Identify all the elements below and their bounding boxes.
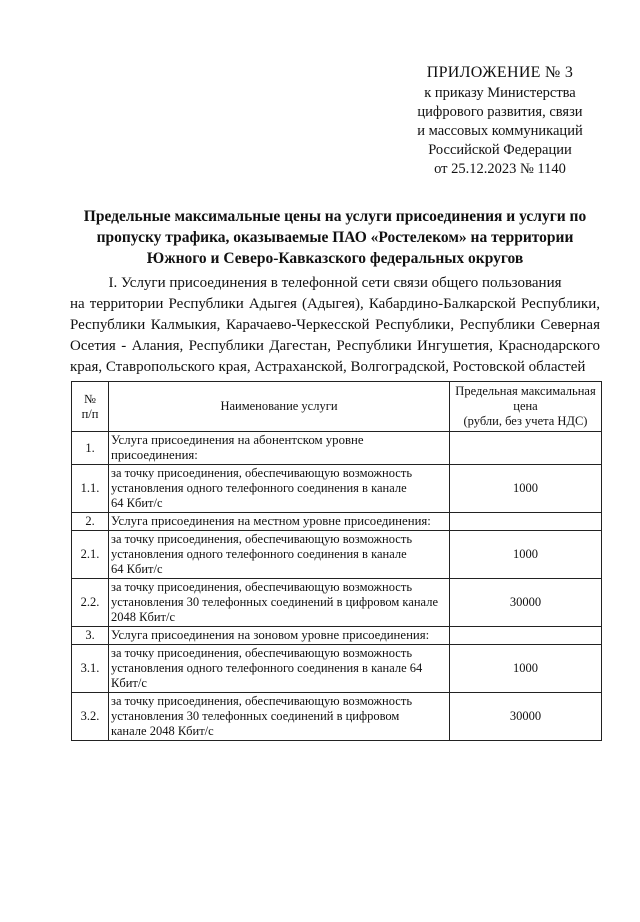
header-price-line: цена <box>513 399 538 413</box>
service-name <box>109 465 450 513</box>
appendix-line: Российской Федерации <box>428 142 572 158</box>
document-title <box>70 206 600 269</box>
service-name-line: за точку присоединения, обеспечивающую возможность <box>111 580 413 594</box>
row-price <box>450 627 602 645</box>
row-number: 2.1. <box>72 531 109 579</box>
title-line: Предельные максимальные цены на услуги присоединения и услуги по <box>83 208 587 225</box>
table-header-row <box>72 382 602 432</box>
table-row <box>72 432 602 465</box>
service-name <box>109 513 450 531</box>
service-name-line: установления одного телефонного соединения в канале 64 <box>111 661 423 675</box>
table-row <box>72 645 602 693</box>
row-price <box>450 432 602 465</box>
appendix-line: цифрового развития, связи <box>417 104 583 120</box>
header-price-line: Предельная максимальная <box>455 384 596 398</box>
service-name <box>109 627 450 645</box>
service-name-line: Услуга присоединения на зоновом уровне присоединения: <box>111 628 430 642</box>
service-name-line: 64 Кбит/с <box>111 496 163 510</box>
row-number: 1.1. <box>72 465 109 513</box>
section-last-line: края, Ставропольского края, Астраханской, Волгоградской, Ростовской областей <box>70 359 586 375</box>
service-name-line: за точку присоединения, обеспечивающую возможность <box>111 466 413 480</box>
table-row <box>72 579 602 627</box>
row-number: 3. <box>72 627 109 645</box>
row-number: 1. <box>72 432 109 465</box>
service-name-line: Услуга присоединения на абонентском уровне <box>111 433 364 447</box>
header-name: Наименование услуги <box>109 382 450 432</box>
appendix-line: к приказу Министерства <box>424 85 576 101</box>
section-line: на территории Республики Адыгея (Адыгея), Кабардино-Балкарской Республики, <box>70 296 600 312</box>
service-name <box>109 531 450 579</box>
header-num <box>72 382 109 432</box>
service-name-line: установления 30 телефонных соединений в цифровом <box>111 709 400 723</box>
row-price: 1000 <box>450 645 602 693</box>
appendix-block <box>395 63 605 179</box>
table-row <box>72 513 602 531</box>
service-name <box>109 645 450 693</box>
row-price: 1000 <box>450 531 602 579</box>
table-row <box>72 531 602 579</box>
row-number: 2.2. <box>72 579 109 627</box>
service-name <box>109 432 450 465</box>
title-line: пропуску трафика, оказываемые ПАО «Ростелеком» на территории <box>96 229 574 246</box>
service-name <box>109 579 450 627</box>
row-price: 30000 <box>450 579 602 627</box>
service-name-line: установления одного телефонного соединения в канале <box>111 481 407 495</box>
section-line: Республики Калмыкия, Карачаево-Черкесской Республики, Республики Северная <box>70 317 600 333</box>
title-line: Южного и Северо-Кавказского федеральных округов <box>146 250 524 267</box>
service-name-line: за точку присоединения, обеспечивающую возможность <box>111 532 413 546</box>
table-row <box>72 693 602 741</box>
section-line: Осетия - Алания, Республики Дагестан, Республики Ингушетия, Краснодарского <box>70 338 600 354</box>
service-name-line: за точку присоединения, обеспечивающую возможность <box>111 694 413 708</box>
table-row <box>72 627 602 645</box>
appendix-line: от 25.12.2023 № 1140 <box>434 161 566 177</box>
service-name-line: присоединения: <box>111 448 198 462</box>
service-name-line: за точку присоединения, обеспечивающую возможность <box>111 646 413 660</box>
appendix-line: и массовых коммуникаций <box>417 123 583 139</box>
section-first-line: I. Услуги присоединения в телефонной сети связи общего пользования <box>108 275 562 291</box>
row-number: 3.2. <box>72 693 109 741</box>
row-price: 1000 <box>450 465 602 513</box>
header-num-line: № <box>84 391 96 406</box>
row-price: 30000 <box>450 693 602 741</box>
service-name-line: канале 2048 Кбит/с <box>111 724 214 738</box>
header-price-line: (рубли, без учета НДС) <box>463 414 588 428</box>
service-name-line: Кбит/с <box>111 676 147 690</box>
header-price <box>450 382 602 432</box>
service-name-line: Услуга присоединения на местном уровне присоединения: <box>111 514 431 528</box>
service-name-line: установления 30 телефонных соединений в цифровом канале <box>111 595 439 609</box>
service-name-line: установления одного телефонного соединения в канале <box>111 547 407 561</box>
row-number: 2. <box>72 513 109 531</box>
service-name-line: 64 Кбит/с <box>111 562 163 576</box>
header-num-line: п/п <box>81 406 99 421</box>
row-price <box>450 513 602 531</box>
table-body <box>72 432 602 741</box>
section-heading <box>70 273 600 378</box>
service-name-line: 2048 Кбит/с <box>111 610 175 624</box>
table-row <box>72 465 602 513</box>
price-table <box>71 381 602 741</box>
row-number: 3.1. <box>72 645 109 693</box>
service-name <box>109 693 450 741</box>
appendix-heading: ПРИЛОЖЕНИЕ № 3 <box>426 64 574 81</box>
